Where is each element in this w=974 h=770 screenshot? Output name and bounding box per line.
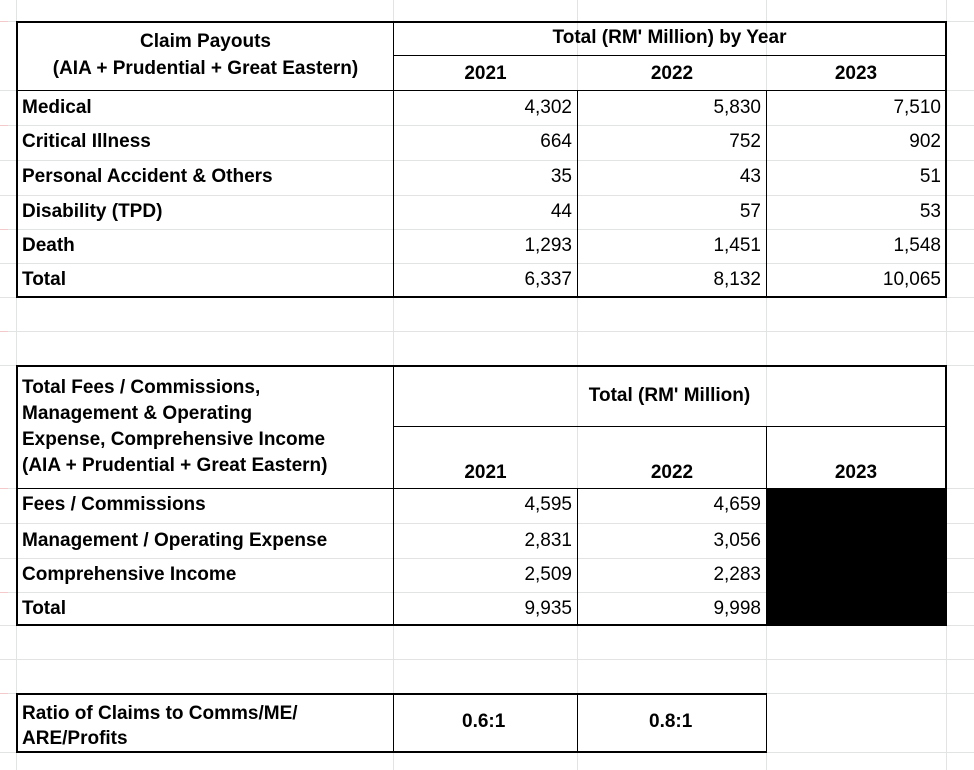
fees-row-label: Total (22, 598, 66, 619)
fees-year-2021: 2021 (464, 462, 507, 483)
claims-cell: 51 (919, 166, 941, 187)
claims-cell: 44 (550, 201, 572, 222)
fees-header-line: Management & Operating (22, 403, 253, 424)
fees-cell: 2,831 (524, 530, 572, 551)
claims-row-label: Critical Illness (22, 131, 151, 152)
claims-header-line1: Claim Payouts (140, 31, 271, 52)
claims-year-2021: 2021 (464, 63, 507, 84)
claims-cell: 1,451 (713, 235, 761, 256)
claims-cell: 4,302 (524, 97, 572, 118)
fees-cell: 3,056 (713, 530, 761, 551)
fees-cell: 9,935 (524, 598, 572, 619)
claims-row-label: Death (22, 235, 75, 256)
claims-cell: 7,510 (893, 97, 941, 118)
fees-cell: 2,509 (524, 564, 572, 585)
ratio-label-line1: Ratio of Claims to Comms/ME/ (22, 703, 298, 724)
fees-row-label: Comprehensive Income (22, 564, 237, 585)
fees-header (22, 375, 328, 479)
claims-cell: 6,337 (524, 269, 572, 290)
claims-cell: 35 (550, 166, 572, 187)
claims-cell: 1,293 (524, 235, 572, 256)
claims-cell: 1,548 (893, 235, 941, 256)
fees-row-label: Fees / Commissions (22, 494, 206, 515)
claims-cell: 5,830 (713, 97, 761, 118)
claims-cell: 10,065 (882, 269, 941, 290)
ratio-2021: 0.6:1 (462, 711, 506, 732)
claims-cell: 53 (919, 201, 941, 222)
fees-header-line: Total Fees / Commissions, (22, 377, 261, 398)
redacted-block (766, 488, 947, 626)
fees-cell: 4,659 (713, 494, 761, 515)
claims-row-label: Personal Accident & Others (22, 166, 273, 187)
claims-cell: 8,132 (713, 269, 761, 290)
claims-row-label: Total (22, 269, 66, 290)
ratio-2022: 0.8:1 (649, 711, 693, 732)
claims-cell: 902 (909, 131, 941, 152)
fees-header-line: Expense, Comprehensive Income (22, 429, 326, 450)
claims-year-2022: 2022 (650, 63, 694, 84)
claims-cell: 664 (540, 131, 572, 152)
claims-row-label: Disability (TPD) (22, 201, 163, 222)
fees-cell: 4,595 (524, 494, 572, 515)
claims-year-2023: 2023 (834, 63, 878, 84)
claims-header-line2: (AIA + Prudential + Great Eastern) (52, 58, 359, 79)
claims-cell: 57 (739, 201, 761, 222)
claims-row-label: Medical (22, 97, 92, 118)
fees-header-line: (AIA + Prudential + Great Eastern) (22, 455, 328, 476)
fees-year-2023: 2023 (834, 462, 878, 483)
claims-group-header: Total (RM' Million) by Year (552, 27, 787, 48)
fees-cell: 9,998 (713, 598, 761, 619)
fees-year-2022: 2022 (650, 462, 694, 483)
fees-cell: 2,283 (713, 564, 761, 585)
claims-cell: 43 (739, 166, 761, 187)
ratio-label (22, 701, 298, 751)
ratio-label-line2: ARE/Profits (22, 728, 128, 749)
fees-group-header: Total (RM' Million) (588, 385, 751, 406)
fees-row-label: Management / Operating Expense (22, 530, 328, 551)
claims-cell: 752 (729, 131, 761, 152)
